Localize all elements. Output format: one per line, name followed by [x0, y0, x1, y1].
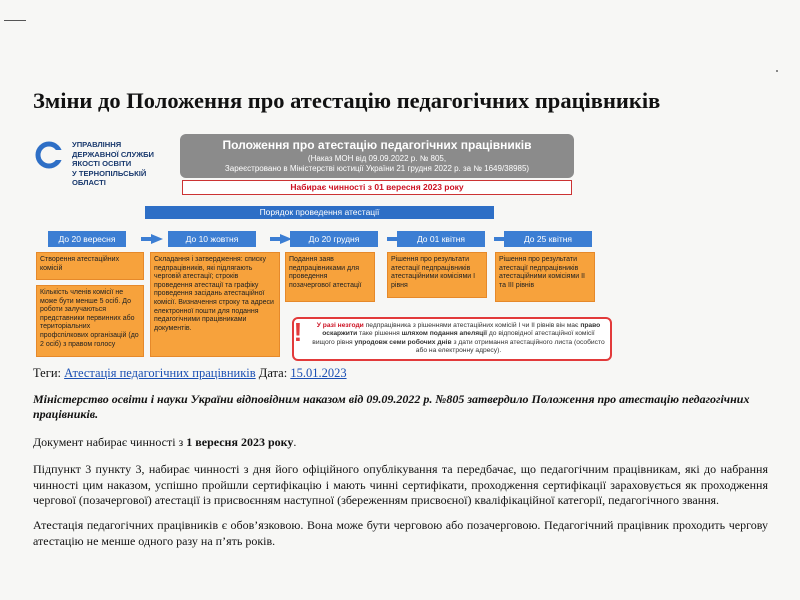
regulation-header — [180, 134, 574, 178]
page-title: Зміни до Положення про атестацію педагогічних працівників — [33, 88, 661, 113]
notice-bold: шляхом подання апеляції — [401, 330, 488, 338]
logo-icon — [34, 140, 64, 170]
date-step-2: До 10 жовтня — [168, 231, 256, 247]
step-level-2-3-decision: Рішення про результати атестації педпрацівників атестаційними комісіями II та III рівнів — [495, 252, 595, 302]
date-step-1: До 20 вересня — [48, 231, 126, 247]
date-step-4: До 01 квітня — [397, 231, 485, 247]
lead-paragraph: Міністерство освіти і науки України відповідним наказом від 09.09.2022 р. №805 затвердило Положення про атестацію педагогічних працівників. — [33, 392, 750, 421]
effective-date-banner: Набирає чинності з 01 вересня 2023 року — [182, 180, 572, 195]
org-line: ЯКОСТІ ОСВІТИ — [72, 159, 132, 168]
regulation-registered: Зареєстровано в Міністерстві юстиції України 21 грудня 2022 р. за № 1649/38985) — [224, 164, 530, 173]
arrow-icon — [151, 234, 163, 244]
org-name — [72, 140, 192, 188]
tags-label: Теги: — [33, 366, 61, 380]
notice-bold: право оскаржити — [322, 322, 601, 338]
p1-bold: 1 вересня 2023 року — [186, 435, 294, 449]
p1-suffix: . — [293, 435, 297, 449]
org-line: УПРАВЛІННЯ — [72, 140, 122, 149]
scan-dot — [776, 70, 778, 72]
step-level-1-decision: Рішення про результати атестації педпрацівників атестаційними комісіями I рівня — [387, 252, 487, 298]
notice-bold: упродовж семи робочих днів — [354, 338, 452, 346]
tags-line — [33, 366, 347, 381]
notice-bold: У разі незгоди — [316, 322, 364, 329]
notice-text: педпрацівника з рішеннями атестаційних комісій I чи II рівнів він має — [363, 322, 581, 329]
paragraph-attestation: Атестація педагогічних працівників є обов’язковою. Вона може бути черговою або позачерговою. Педагогічний працівник проходить чергову атестацію не менше одного разу на п’ять років. — [33, 518, 768, 548]
org-line: ДЕРЖАВНОЇ СЛУЖБИ — [72, 149, 154, 159]
org-line: У ТЕРНОПІЛЬСЬКІЙ — [72, 168, 147, 178]
scan-mark — [4, 20, 26, 21]
commission-note: Кількість членів комісії не може бути менше 5 осіб. До роботи залучаються представники первинних або територіальних профспілкових організацій (до 2 осіб) з правом голосу — [36, 285, 144, 357]
date-label: Дата: — [258, 366, 288, 380]
procedure-heading: Порядок проведення атестації — [145, 206, 494, 219]
notice-text: до відповідної атестаційної комісії вищого рівня — [312, 330, 595, 346]
paragraph-certification: Підпункт 3 пункту 3, набирає чинності з дня його офіційного опублікування та передбачає, що педагогічним працівникам, які до набрання чинності цим наказом, успішно пройшли сертифікацію і мають чинні сертифікати, проходження сертифікації зараховується як проходження чергової (позачергової) атестації із присвоєнням наступної (збереженням присвоєної) кваліфікаційної категорії, педагогічного звання. — [33, 462, 768, 507]
date-link[interactable]: 15.01.2023 — [290, 366, 347, 380]
regulation-order: (Наказ МОН від 09.09.2022 р. № 805, — [307, 154, 447, 163]
tag-link[interactable]: Атестація педагогічних працівників — [64, 366, 256, 380]
step-submit-applications: Подання заяв педпрацівниками для проведення позачергової атестації — [285, 252, 375, 302]
date-step-5: До 25 квітня — [504, 231, 592, 247]
regulation-title: Положення про атестацію педагогічних працівників — [222, 138, 532, 152]
exclamation-icon: ! — [293, 317, 303, 347]
appeal-notice — [292, 317, 612, 361]
date-step-3: До 20 грудня — [290, 231, 378, 247]
infographic — [30, 120, 765, 365]
org-line: ОБЛАСТІ — [72, 178, 106, 187]
step-create-commissions: Створення атестаційних комісій — [36, 252, 144, 280]
notice-text: з дати отримання атестаційного листа (особисто або на електронну адресу). — [415, 338, 605, 354]
step-approve-lists: Складання і затвердження: списку педпрацівників, які підлягають черговій атестації; строків проведення атестації та графіку проведення засідань атестаційної комісії. Визначення строку та адреси електронної пошти для подання педагогічними працівниками документів. — [150, 252, 280, 357]
paragraph-effective — [33, 435, 768, 451]
p1-prefix: Документ набирає чинності з — [33, 435, 187, 449]
notice-text: таке рішення — [357, 330, 402, 338]
